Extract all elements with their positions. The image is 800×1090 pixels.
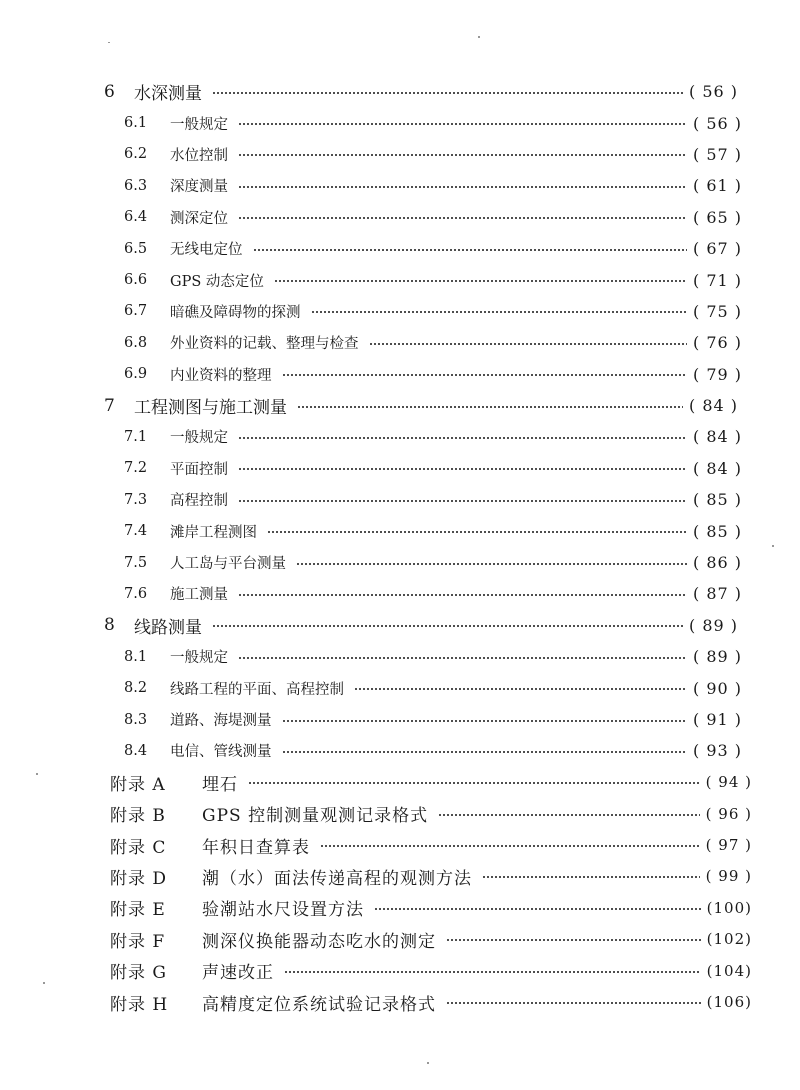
toc-entry	[0, 924, 800, 955]
dot-leader	[238, 468, 687, 470]
dot-leader	[238, 657, 687, 659]
entry-page-number: ( 89 )	[692, 647, 742, 667]
scan-speck	[772, 545, 774, 547]
entry-title: 声速改正	[202, 963, 274, 984]
dot-leader	[438, 814, 700, 816]
toc-entry	[0, 672, 800, 703]
entry-page-number: ( 94 )	[705, 773, 752, 792]
dot-leader	[446, 1002, 701, 1004]
entry-title: 人工岛与平台测量	[170, 556, 286, 573]
entry-number: 6.6	[124, 272, 148, 289]
entry-number: 附录 D	[110, 868, 168, 889]
entry-page-number: ( 76 )	[692, 333, 742, 353]
toc-entry	[0, 107, 800, 138]
entry-number: 8.1	[124, 648, 148, 665]
toc-entry	[0, 798, 800, 829]
dot-leader	[282, 751, 687, 753]
dot-leader	[354, 688, 687, 690]
entry-page-number: (100)	[706, 898, 752, 917]
entry-number: 附录 B	[110, 806, 166, 827]
toc-entry	[0, 390, 800, 421]
toc-entry	[0, 327, 800, 358]
entry-title: 埋石	[202, 774, 238, 795]
scan-speck	[478, 36, 480, 38]
entry-title: 一般规定	[170, 650, 228, 667]
entry-page-number: ( 87 )	[692, 584, 742, 604]
dot-leader	[212, 92, 683, 94]
dot-leader	[284, 971, 701, 973]
dot-leader	[238, 217, 687, 219]
entry-title: 施工测量	[170, 587, 228, 604]
entry-number: 6.8	[124, 334, 148, 351]
toc-entry	[0, 829, 800, 860]
entry-page-number: ( 85 )	[692, 521, 742, 541]
toc-entry	[0, 892, 800, 923]
entry-title: 水位控制	[170, 147, 228, 164]
entry-number: 附录 E	[110, 900, 166, 921]
dot-leader	[238, 186, 687, 188]
entry-page-number: ( 85 )	[692, 490, 742, 510]
entry-number: 7.2	[124, 460, 148, 477]
toc-entry	[0, 484, 800, 515]
entry-page-number: ( 90 )	[692, 678, 742, 698]
entry-title: 测深定位	[170, 210, 228, 227]
entry-number: 7.1	[124, 428, 148, 445]
entry-title: 无线电定位	[170, 242, 243, 259]
entry-page-number: ( 99 )	[705, 867, 752, 886]
dot-leader	[296, 563, 687, 565]
entry-number: 附录 F	[110, 931, 166, 952]
scan-speck	[43, 982, 45, 984]
entry-page-number: ( 84 )	[692, 427, 742, 447]
dot-leader	[274, 280, 687, 282]
toc-entry	[0, 76, 800, 107]
entry-title: 道路、海堤测量	[170, 713, 272, 729]
entry-number: 8.2	[124, 680, 148, 697]
entry-title: 一般规定	[170, 116, 228, 133]
entry-page-number: ( 86 )	[692, 553, 742, 573]
entry-number: 6.2	[124, 146, 148, 163]
toc-entry	[0, 296, 800, 327]
entry-page-number: (102)	[706, 930, 752, 949]
table-of-contents	[0, 76, 800, 1018]
entry-number: 7.4	[124, 523, 148, 540]
entry-page-number: ( 57 )	[692, 144, 742, 164]
entry-title: 外业资料的记载、整理与检查	[170, 336, 359, 353]
dot-leader	[374, 908, 701, 910]
entry-page-number: ( 75 )	[692, 301, 742, 321]
entry-page-number: ( 93 )	[692, 741, 742, 761]
dot-leader	[238, 594, 687, 596]
entry-title: 暗礁及障碍物的探测	[170, 304, 301, 321]
entry-number: 附录 H	[110, 994, 169, 1015]
entry-number: 6.3	[124, 177, 148, 194]
dot-leader	[253, 249, 687, 251]
dot-leader	[212, 625, 683, 627]
dot-leader	[238, 123, 687, 125]
toc-entry	[0, 610, 800, 641]
toc-entry	[0, 453, 800, 484]
entry-page-number: ( 96 )	[705, 804, 752, 823]
entry-title: 滩岸工程测图	[170, 524, 257, 541]
entry-page-number: ( 97 )	[705, 836, 752, 855]
toc-entry	[0, 202, 800, 233]
toc-entry	[0, 767, 800, 798]
toc-entry	[0, 170, 800, 201]
entry-title: 验潮站水尺设置方法	[202, 900, 364, 921]
dot-leader	[446, 939, 701, 941]
entry-page-number: (106)	[706, 993, 752, 1012]
entry-number: 6.7	[124, 303, 148, 320]
entry-number: 6.1	[124, 115, 148, 132]
entry-page-number: ( 91 )	[692, 710, 742, 729]
scan-speck	[36, 773, 38, 775]
toc-entry	[0, 515, 800, 546]
entry-page-number: ( 67 )	[692, 239, 742, 259]
entry-title: 内业资料的整理	[170, 367, 272, 384]
entry-number: 附录 G	[110, 963, 167, 984]
entry-title: 线路测量	[134, 617, 202, 638]
toc-entry	[0, 264, 800, 295]
entry-number: 7.5	[124, 554, 148, 571]
dot-leader	[282, 374, 687, 376]
entry-number: 6.5	[124, 240, 148, 257]
entry-page-number: ( 79 )	[692, 364, 742, 384]
scan-speck	[427, 1062, 429, 1064]
dot-leader	[248, 782, 700, 784]
toc-entry	[0, 547, 800, 578]
entry-page-number: ( 89 )	[688, 615, 738, 635]
entry-number: 6.9	[124, 366, 148, 383]
toc-entry	[0, 735, 800, 766]
entry-page-number: (104)	[706, 961, 752, 980]
entry-title: GPS 动态定位	[170, 273, 264, 290]
entry-title: 平面控制	[170, 461, 228, 478]
toc-entry	[0, 955, 800, 986]
entry-number: 6	[104, 81, 115, 102]
toc-entry	[0, 704, 800, 735]
entry-page-number: ( 84 )	[688, 396, 738, 416]
toc-entry	[0, 139, 800, 170]
entry-page-number: ( 65 )	[692, 207, 742, 227]
entry-number: 7.6	[124, 585, 148, 602]
entry-title: 电信、管线测量	[170, 744, 272, 761]
entry-page-number: ( 71 )	[692, 270, 742, 290]
entry-title: 高精度定位系统试验记录格式	[202, 994, 436, 1015]
toc-entry	[0, 861, 800, 892]
entry-number: 8.3	[124, 711, 148, 728]
entry-number: 8.4	[124, 742, 148, 759]
dot-leader	[282, 720, 687, 722]
dot-leader	[267, 531, 687, 533]
dot-leader	[238, 500, 687, 502]
dot-leader	[311, 311, 687, 313]
toc-entry	[0, 578, 800, 609]
entry-title: 工程测图与施工测量	[134, 398, 287, 419]
toc-entry	[0, 359, 800, 390]
entry-title: 深度测量	[170, 179, 228, 196]
entry-page-number: ( 84 )	[692, 458, 742, 478]
entry-title: GPS 控制测量观测记录格式	[202, 806, 429, 827]
dot-leader	[482, 876, 700, 878]
dot-leader	[238, 437, 687, 439]
entry-number: 附录 A	[110, 774, 166, 795]
dot-leader	[369, 343, 687, 345]
dot-leader	[320, 845, 700, 847]
entry-title: 水深测量	[134, 84, 202, 105]
entry-title: 年积日查算表	[202, 837, 310, 858]
entry-title: 一般规定	[170, 430, 228, 447]
entry-number: 7	[104, 395, 115, 416]
entry-page-number: ( 56 )	[688, 82, 738, 102]
entry-title: 线路工程的平面、高程控制	[170, 681, 344, 698]
dot-leader	[238, 154, 687, 156]
entry-page-number: ( 61 )	[692, 176, 742, 196]
entry-number: 8	[104, 615, 115, 636]
entry-title: 测深仪换能器动态吃水的测定	[202, 931, 436, 952]
entry-page-number: ( 56 )	[692, 113, 742, 133]
toc-entry	[0, 641, 800, 672]
entry-number: 7.3	[124, 491, 148, 508]
entry-number: 附录 C	[110, 837, 167, 858]
scan-speck	[108, 42, 110, 43]
toc-entry	[0, 233, 800, 264]
entry-title: 潮（水）面法传递高程的观测方法	[202, 868, 472, 889]
toc-entry	[0, 986, 800, 1017]
dot-leader	[297, 406, 683, 408]
entry-title: 高程控制	[170, 493, 228, 510]
entry-number: 6.4	[124, 209, 148, 226]
toc-entry	[0, 421, 800, 452]
